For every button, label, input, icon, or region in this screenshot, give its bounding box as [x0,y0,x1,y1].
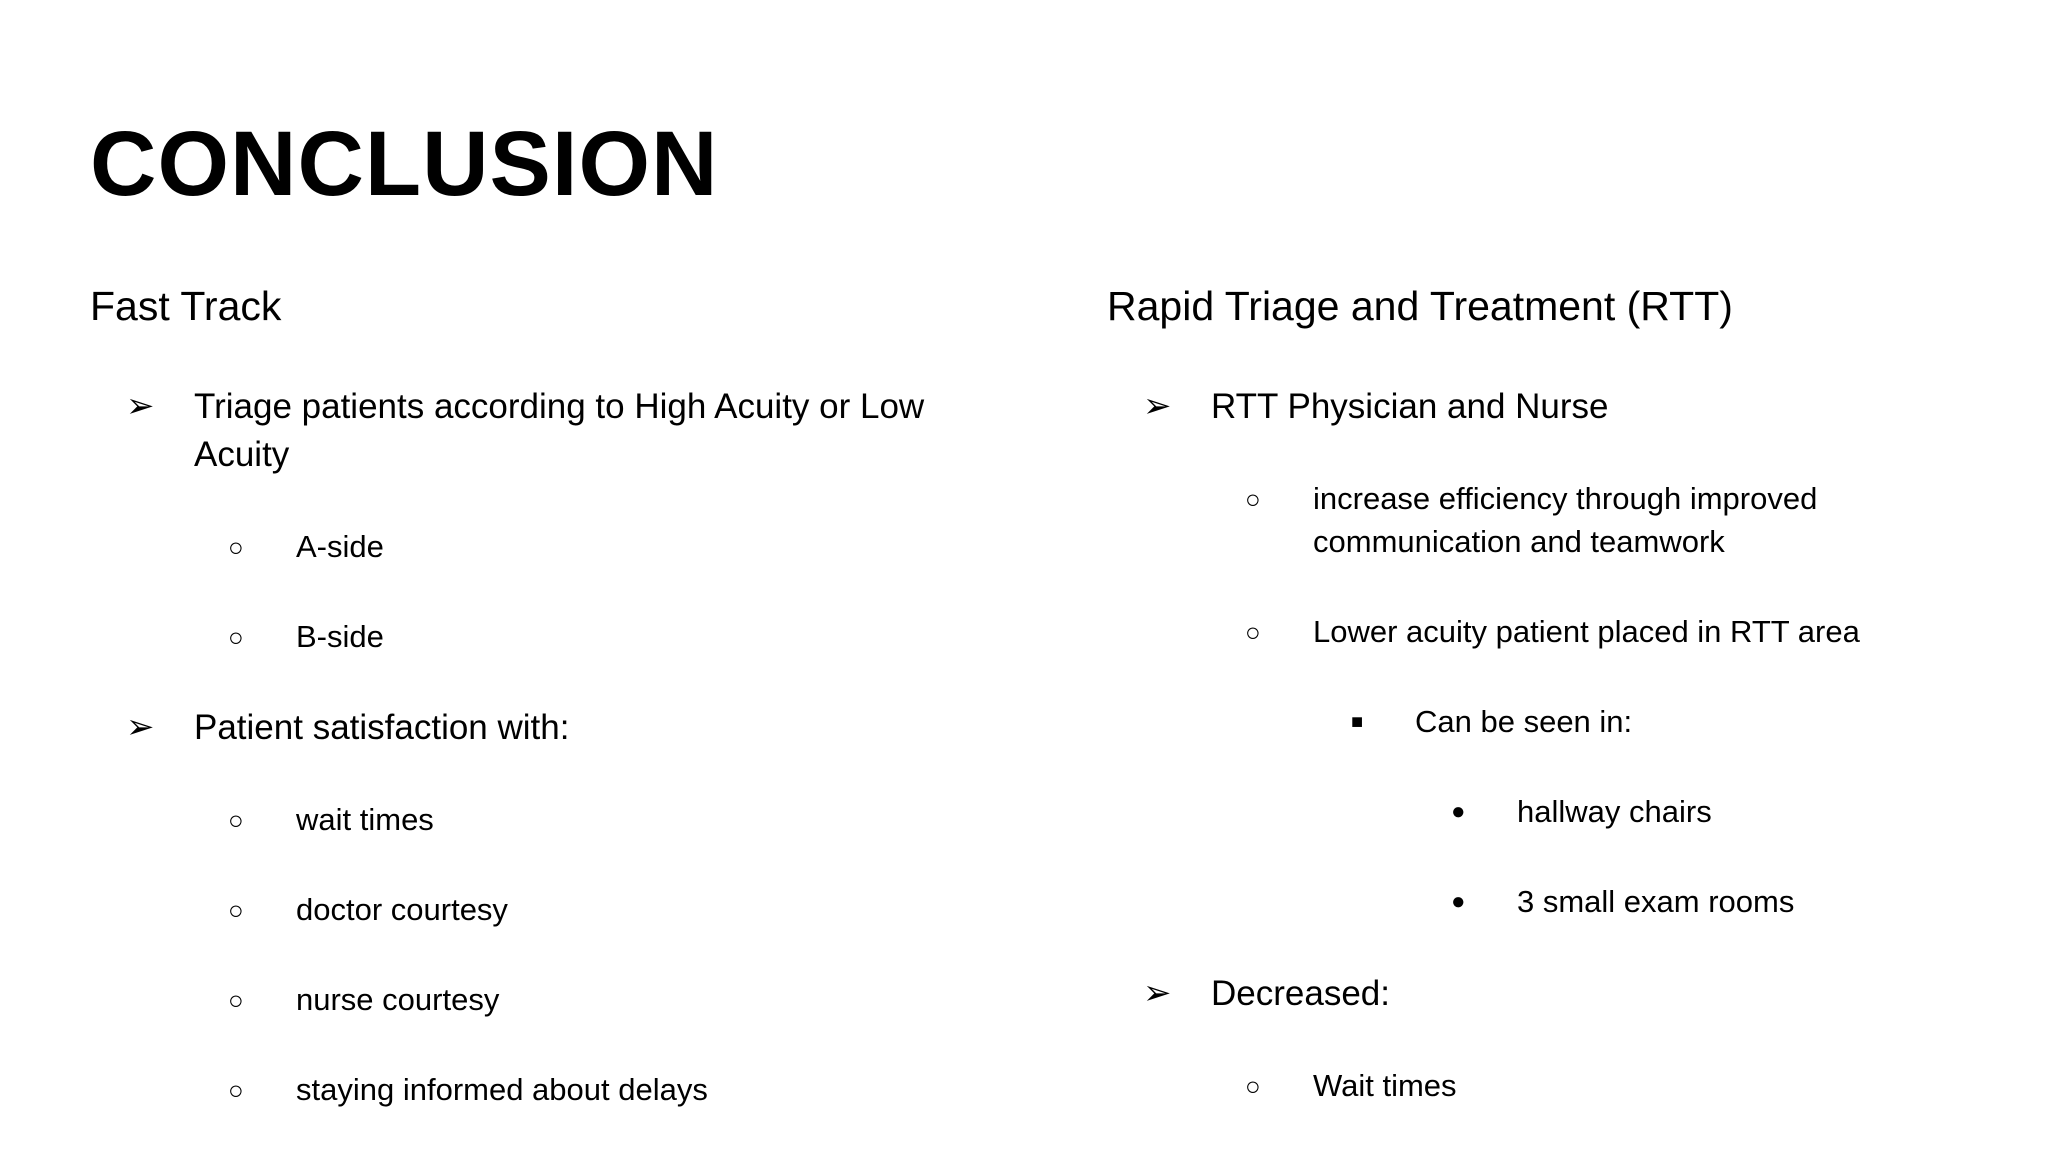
list-item-text: increase efficiency through improved [1313,481,1818,516]
list-item-text: Can be seen in: [1415,704,1633,739]
hollow-circle-bullet-icon: ○ [1245,484,1261,514]
list-item-text: RTT Physician and Nurse [1211,387,1609,426]
filled-circle-bullet-icon: ● [1451,888,1466,915]
list-item-text: Acuity [194,435,290,474]
hollow-circle-bullet-icon: ○ [1245,617,1261,647]
hollow-circle-bullet-icon: ○ [228,895,244,925]
list-item-text: Patient satisfaction with: [194,708,570,747]
hollow-circle-bullet-icon: ○ [228,622,244,652]
filled-circle-bullet-icon: ● [1451,798,1466,825]
slide-title: CONCLUSION [90,113,719,215]
arrow-bullet-icon: ➢ [126,708,155,746]
arrow-bullet-icon: ➢ [1143,974,1172,1012]
list-item-text: wait times [296,802,434,837]
right-column-heading: Rapid Triage and Treatment (RTT) [1107,283,1733,329]
list-item-text: Wait times [1313,1068,1457,1103]
hollow-circle-bullet-icon: ○ [228,985,244,1015]
arrow-bullet-icon: ➢ [1143,387,1172,425]
hollow-circle-bullet-icon: ○ [228,1075,244,1105]
hollow-circle-bullet-icon: ○ [228,805,244,835]
list-item-text: communication and teamwork [1313,524,1725,559]
list-item-text: Triage patients according to High Acuity or Low [194,387,925,426]
list-item-text: hallway chairs [1517,794,1712,829]
hollow-circle-bullet-icon: ○ [1245,1071,1261,1101]
list-item-text: Lower acuity patient placed in RTT area [1313,614,1860,649]
list-item-text: 3 small exam rooms [1517,884,1795,919]
square-bullet-icon: ■ [1351,711,1364,733]
list-item-text: Decreased: [1211,974,1390,1013]
list-item-text: nurse courtesy [296,982,500,1017]
left-column-heading: Fast Track [90,283,282,329]
list-item-text: doctor courtesy [296,892,508,927]
list-item-text: B-side [296,619,384,654]
arrow-bullet-icon: ➢ [126,387,155,425]
list-item-text: staying informed about delays [296,1072,708,1107]
list-item-text: A-side [296,529,384,564]
hollow-circle-bullet-icon: ○ [228,532,244,562]
